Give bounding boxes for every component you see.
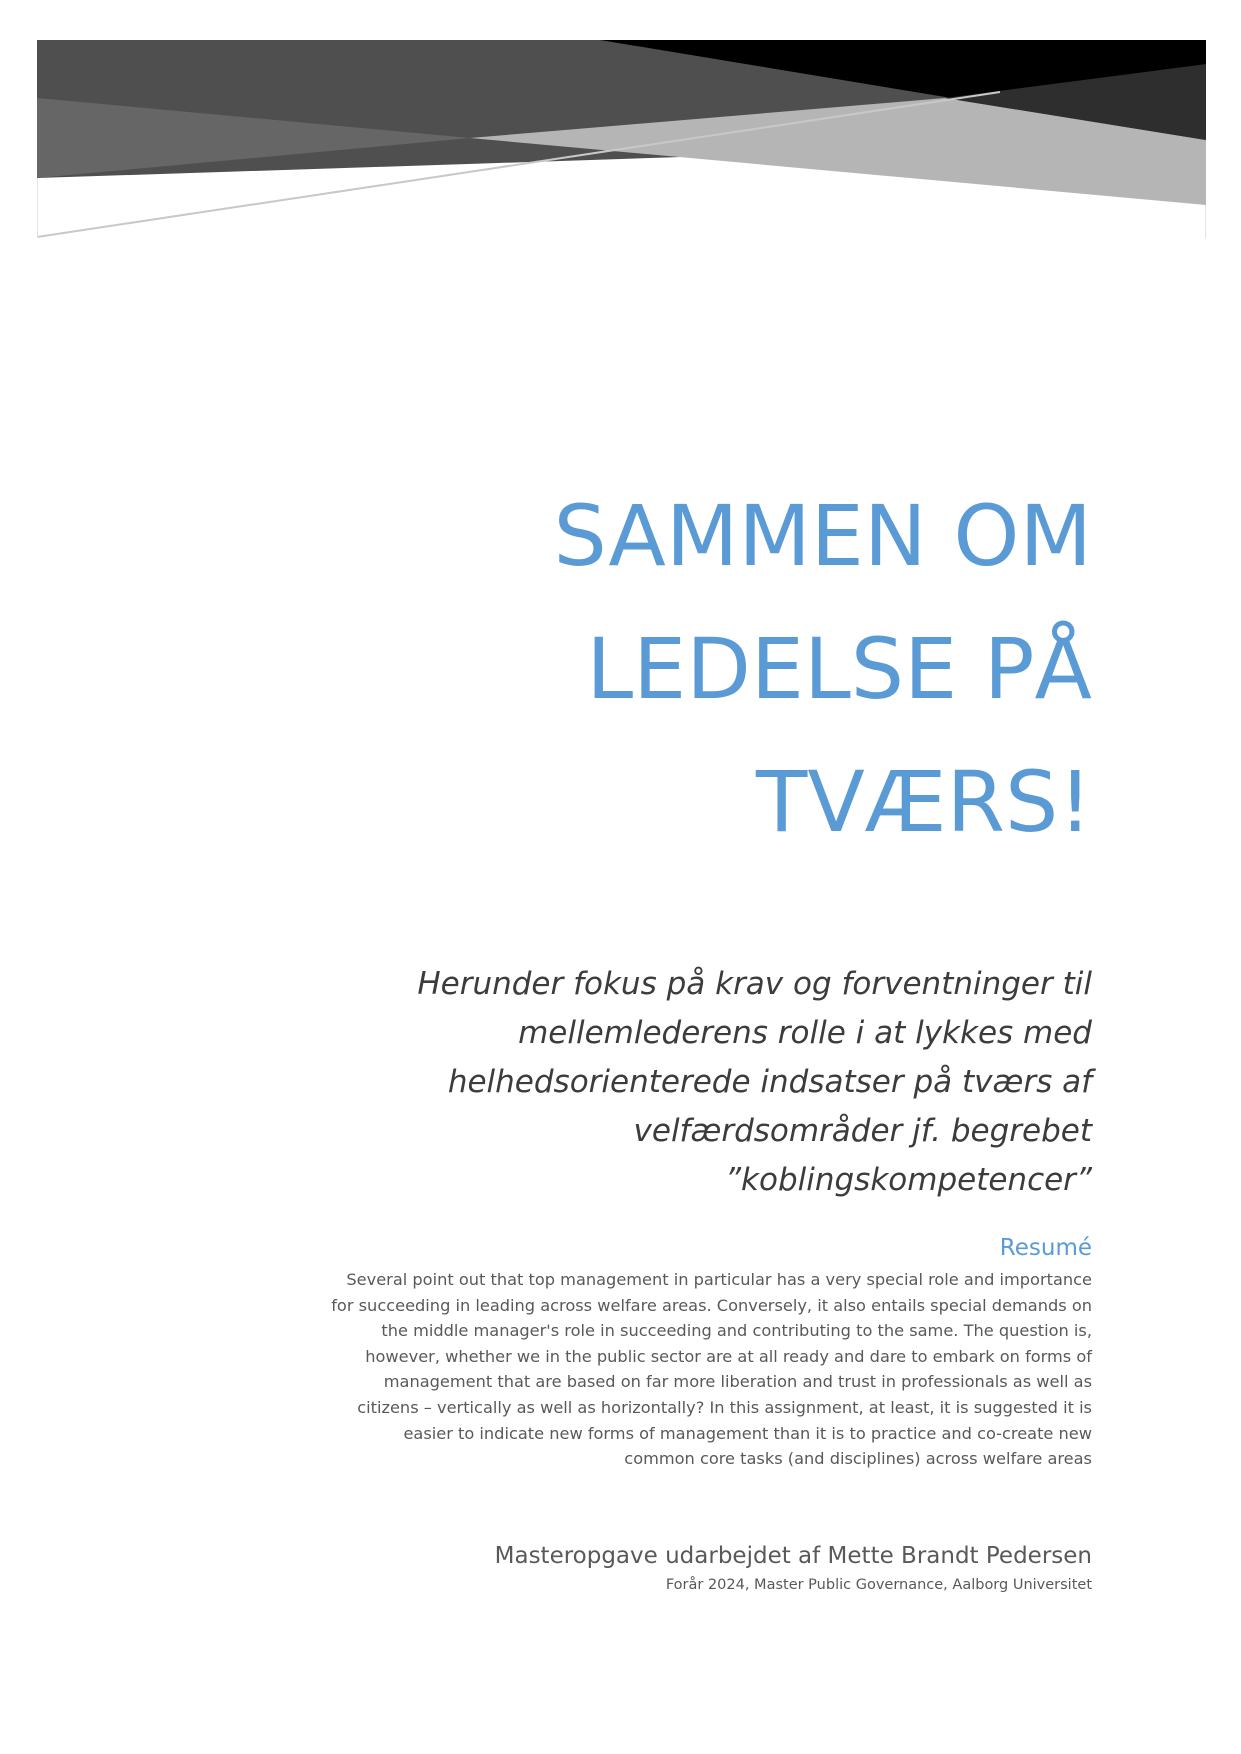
subtitle-line: mellemlederens rolle i at lykkes med	[518, 1015, 1092, 1051]
resume-line: citizens – vertically as well as horizontally? In this assignment, at least, it is suggested it is	[357, 1397, 1092, 1417]
resume-heading: Resumé	[999, 1235, 1092, 1261]
resume-line: for succeeding in leading across welfare areas. Conversely, it also entails special demands on	[331, 1295, 1092, 1315]
subtitle-line: helhedsorienterede indsatser på tværs af	[447, 1064, 1092, 1100]
resume-line: however, whether we in the public sector are at all ready and dare to embark on forms of	[365, 1346, 1092, 1366]
subtitle-line: ”koblingskompetencer”	[724, 1162, 1092, 1198]
resume-line: easier to indicate new forms of management than it is to practice and co-create new	[403, 1423, 1092, 1443]
author-meta: Forår 2024, Master Public Governance, Aalborg Universitet	[665, 1577, 1092, 1593]
document-title	[392, 470, 1092, 869]
subtitle-line: Herunder fokus på krav og forventninger til	[417, 966, 1092, 1002]
title-line: LEDELSE PÅ	[586, 620, 1092, 718]
document-subtitle	[332, 960, 1092, 1205]
subtitle-line: velfærdsområder jf. begrebet	[633, 1113, 1092, 1149]
author-line: Masteropgave udarbejdet af Mette Brandt Pedersen	[494, 1543, 1092, 1569]
resume-line: Several point out that top management in particular has a very special role and importance	[346, 1270, 1092, 1289]
header-decoration	[0, 0, 1241, 250]
resume-line: common core tasks (and disciplines) across welfare areas	[624, 1449, 1092, 1469]
title-line: SAMMEN OM	[553, 487, 1092, 585]
resume-line: management that are based on far more liberation and trust in professionals as well as	[383, 1372, 1092, 1392]
title-line: TVÆRS!	[756, 753, 1092, 851]
resume-text	[302, 1267, 1092, 1472]
resume-line: the middle manager's role in succeeding and contributing to the same. The question is,	[381, 1321, 1092, 1341]
